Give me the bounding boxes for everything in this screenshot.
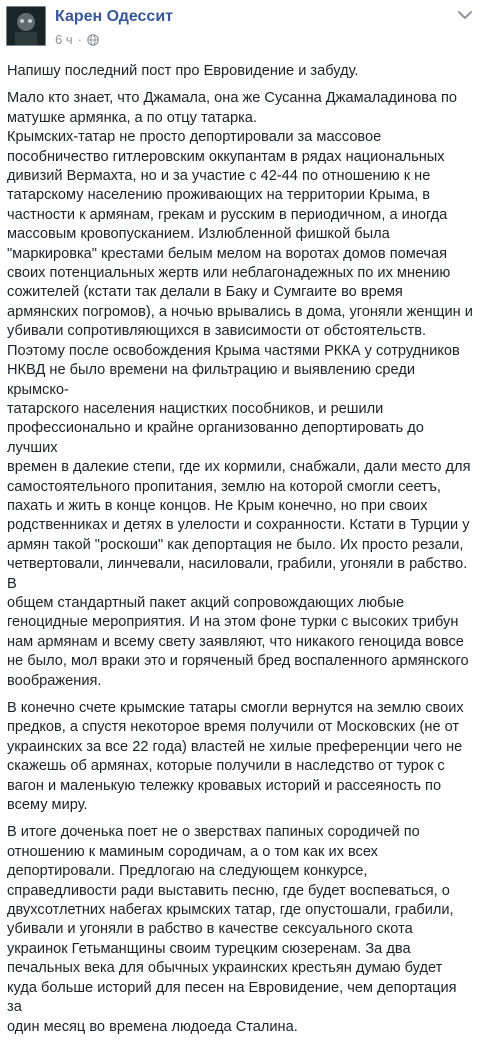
post-paragraph-history: Мало кто знает, что Джамала, она же Сусанна Джамаладинова по матушке армянка, а по отцу татарка. Крымских-татар не просто депортировали за массовое пособничество гитлеровским оккупантам в рядах национальных дивизий Вермахта, но и за участие с 42-44 по отношению к не татарскому населению проживающих на территории Крыма, в частности к армянам, грекам и русским в периодичном, а иногда массовым кровопусканием. Излюбленной фишкой была "маркировка" крестами белым мелом на воротах домов помечая своих потенциальных жертв или неблагонадежных по их мнению сожителей (кстати так делали в Баку и Сумгаите во время армянских погромов), а ночью врывались в дома, угоняли женщин и убивали сопротивляющихся в зависимости от обстоятельств. Поэтому после освобождения Крыма частями РККА у сотрудников НКВД не было времени на фильтрацию и выявлению среди крымско- татарского населения нацистких пособников, и решили профессионально и крайне организованно депортировать до лучших времен в далекие степи, где их кормили, снабжали, дали место для самостоятельного пропитания, землю на которой смогли сеетъ, пахать и жить в конце концов. Не Крым конечно, но при своих родственниках и детях в улелости и сохранности. Кстати в Турции у армян такой "роскоши" как депортация не было. Их просто резали, четвертовали, линчевали, насиловали, грабили, угоняли в рабство. В общем стандартный пакет акций сопровождающих любые геноцидные мероприятия. И на этом фоне турки с высоких трибун нам армянам и всему свету заявляют, что никакого геноцида вовсе не было, мол враки это и горяченый бред воспаленного армянского воображения. — [7, 90, 473, 689]
author-name[interactable]: Карен Одессит — [55, 8, 173, 25]
post-paragraph-conclusion: В итоге доченька поет не о зверствах папиных сородичей по отношению к маминым сородичам, а о том как их всех депортировали. Предлогаю на следующем конкурсе, справедливости ради выставить песню, где будет воспеваться, о двухсотлетних набегах крымских татар, где опустошали, грабили, убивали и угоняли в рабство в качестве сексуального скота украинок Гетьманщины своим турецким сюзеренам. За два печальных века для обычных украинских крестьян думаю будет куда больше историй для песен на Евровидение, чем депортация за один месяц во времена людоеда Сталина. — [7, 824, 457, 1035]
post-paragraph-intro: Напишу последний пост про Евровидение и забуду. — [7, 63, 359, 79]
post-meta — [55, 32, 99, 47]
post-paragraph-return: В конечно счете крымские татары смогли вернутся на землю своих предков, а спустя некоторое время получили от Московских (не от украинских за все 22 года) властей не хилые преференции чего не скажешь об армянах, которые получили в наследство от турок с вагон и маленькую тележку кровавых историй и рассеяность по всему миру. — [7, 700, 464, 814]
post-body — [7, 62, 475, 1045]
globe-icon[interactable] — [87, 34, 99, 46]
chevron-down-icon[interactable] — [457, 8, 473, 20]
author-avatar[interactable] — [6, 6, 46, 46]
post-header — [0, 0, 481, 56]
meta-separator: · — [77, 32, 82, 47]
post-timestamp[interactable]: 6 ч — [55, 32, 73, 47]
